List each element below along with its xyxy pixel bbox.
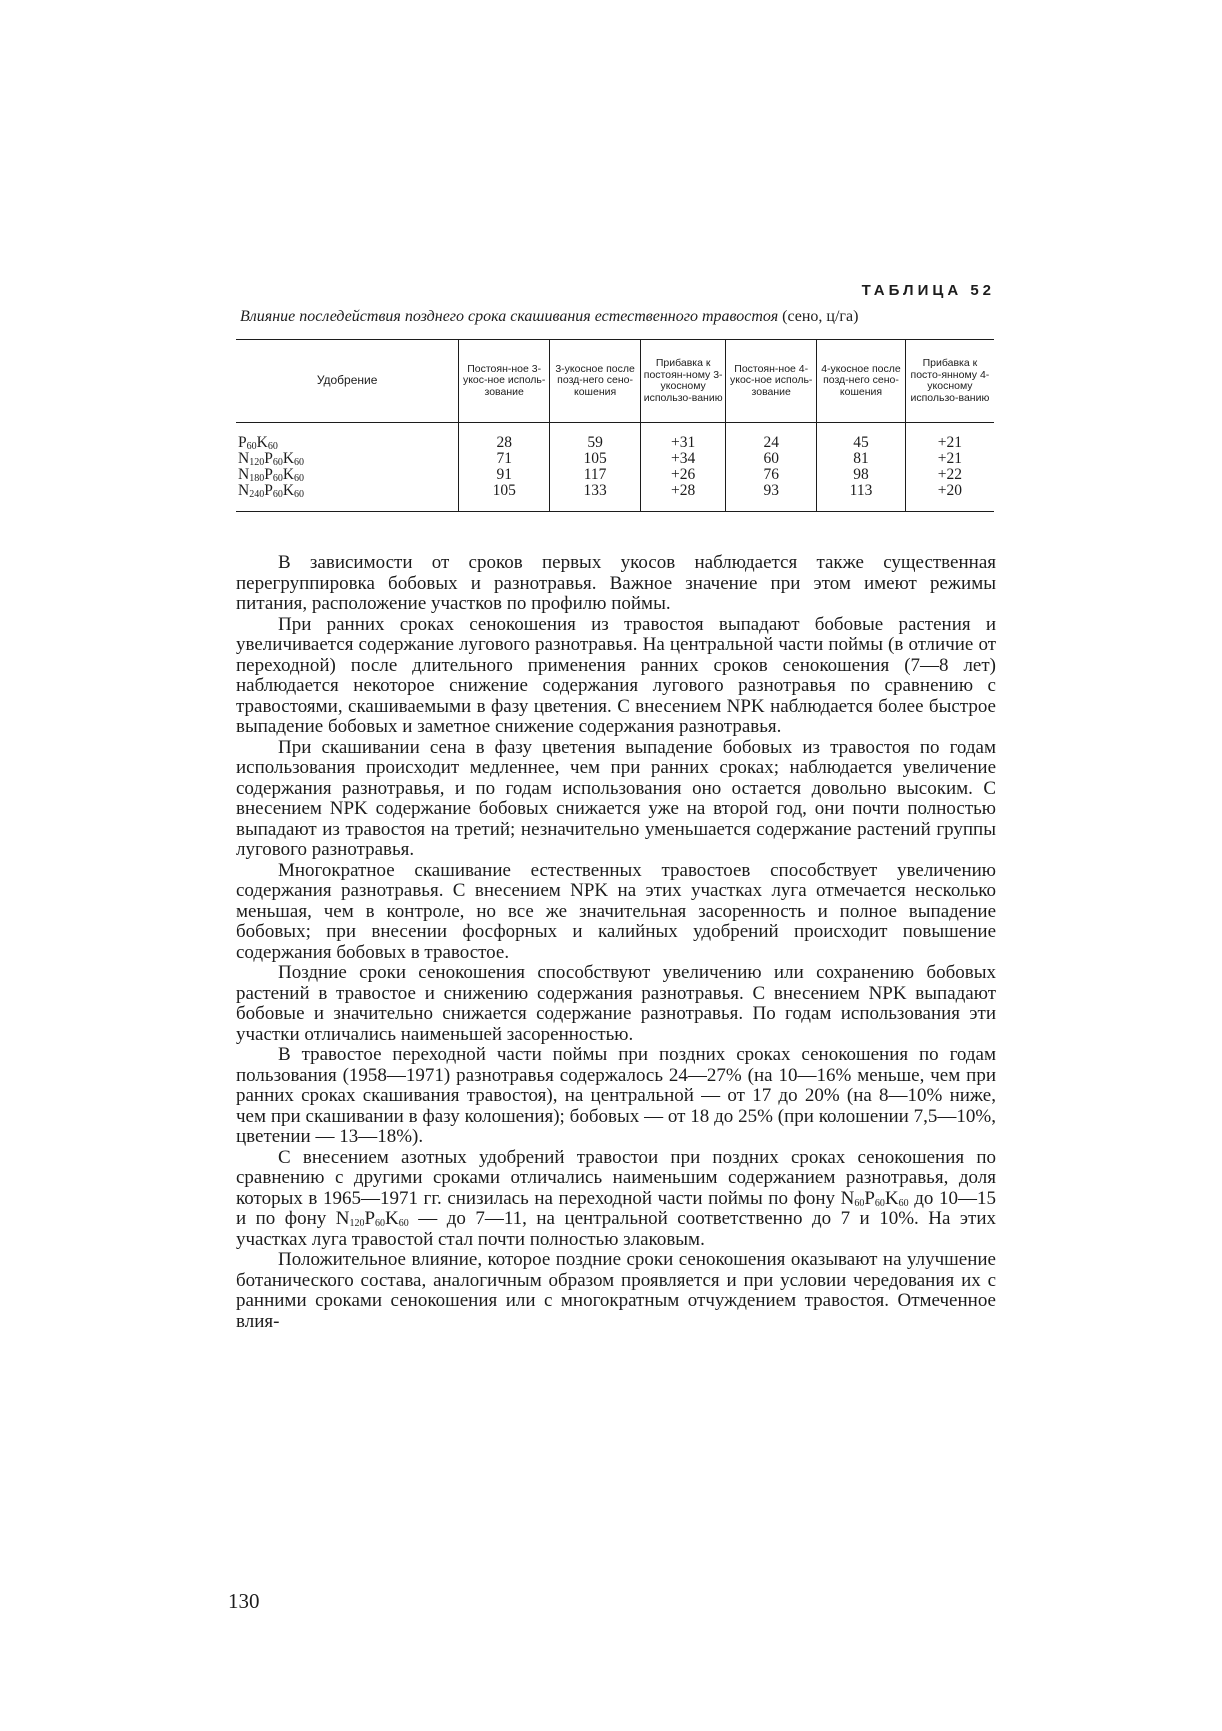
paragraph: С внесением азотных удобрений травостои при поздних сроках сенокошения по сравнению с другими сроками отличались наименьшим содержанием разнотравья, доля которых в 1965—1971 гг. снизилась на переходной части поймы по фону $N_{60}P_{60}K_{60}$ до 10—15 и по фону $N_{120}P_{60}K_{60}$ — до 7—11, на центральной соответственно до 7 и 10%. На этих участках луга травостой стал почти полностью злаковым. [236, 1146, 996, 1250]
column-header: Прибавка к постоян-ному 3-укосному использо-ванию [641, 340, 726, 423]
value-cell: 113 [817, 483, 906, 512]
fertilizer-cell: $N_{240}P_{60}K_{60}$ [238, 482, 305, 500]
column-header: Постоян-ное 4-укос-ное исполь-зование [726, 340, 817, 423]
body-text [236, 553, 996, 1332]
table-caption-title: Влияние последействия позднего срока скашивания естественного травостоя [240, 308, 779, 325]
paragraph: Поздние сроки сенокошения способствуют увеличению или сохранению бобовых растений в травостое и снижению содержания разнотравья. С внесением NPK выпадают бобовые и значительно снижается содержание разнотравья. По годам использования эти участки отличались наименьшей засоренностью. [236, 962, 996, 1045]
column-header: 4-укосное после позд-него сено-кошения [817, 340, 906, 423]
value-cell: +31 [641, 423, 726, 452]
value-cell: +26 [641, 467, 726, 483]
paragraph: Многократное скашивание естественных травостоев способствует увеличению содержания разнотравья. С внесением NPK на этих участках луга отмечается несколько меньшая, чем в контроле, но все же значительная засоренность и полное выпадение бобовых; при внесении фосфорных и калийных удобрений происходит повышение содержания бобовых в травостое. [236, 859, 996, 963]
value-cell: +28 [641, 483, 726, 512]
value-cell: 133 [550, 483, 641, 512]
value-cell: 45 [817, 423, 906, 452]
column-header: Постоян-ное 3-укос-ное исполь-зование [459, 340, 550, 423]
column-header: Удобрение [236, 340, 459, 423]
value-cell: 60 [726, 451, 817, 467]
fertilizer-table-wrapper [236, 339, 994, 512]
fertilizer-aftereffect-table [236, 339, 994, 512]
value-cell: 76 [726, 467, 817, 483]
value-cell: 117 [550, 467, 641, 483]
value-cell: 98 [817, 467, 906, 483]
value-cell: +34 [641, 451, 726, 467]
table-caption [240, 308, 996, 326]
table-row [236, 467, 994, 483]
value-cell: 105 [459, 483, 550, 512]
table-row [236, 483, 994, 512]
fertilizer-cell: $P_{60}K_{60}$ [238, 434, 278, 452]
value-cell: 59 [550, 423, 641, 452]
value-cell: +22 [905, 467, 994, 483]
value-cell: 24 [726, 423, 817, 452]
value-cell: 93 [726, 483, 817, 512]
table-header-row [236, 340, 994, 423]
column-header: 3-укосное после позд-него сено-кошения [550, 340, 641, 423]
table-caption-units: (сено, ц/га) [782, 308, 859, 325]
paragraph: При ранних сроках сенокошения из травостоя выпадают бобовые растения и увеличивается содержание лугового разнотравья. На центральной части поймы (в отличие от переходной) после длительного применения ранних сроков сенокошения (7—8 лет) наблюдается некоторое снижение содержания лугового разнотравья по сравнению с травостоями, скашиваемыми в фазу цветения. С внесением NPK наблюдается более быстрое выпадение бобовых и заметное снижение содержания разнотравья. [236, 613, 996, 737]
table-number-label: ТАБЛИЦА 52 [861, 282, 995, 299]
fertilizer-cell: $N_{120}P_{60}K_{60}$ [238, 450, 305, 468]
paragraph: Положительное влияние, которое поздние сроки сенокошения оказывают на улучшение ботанического состава, аналогичным образом проявляется и при условии чередования их с ранними сроками сенокошения или с многократным отчуждением травостоя. Отмеченное влия- [236, 1249, 996, 1332]
value-cell: 105 [550, 451, 641, 467]
value-cell: 81 [817, 451, 906, 467]
value-cell: 71 [459, 451, 550, 467]
column-header: Прибавка к посто-янному 4-укосному использо-ванию [905, 340, 994, 423]
paragraph: В травостое переходной части поймы при поздних сроках сенокошения по годам пользования (1958—1971) разнотравья содержалось 24—27% (на 10—16% меньше, чем при ранних сроках скашивания травостоя), на центральной — от 17 до 20% (на 8—10% ниже, чем при скашивании в фазу колошения); бобовых — от 18 до 25% (при колошении 7,5—10%, цветении — 13—18%). [236, 1044, 996, 1147]
value-cell: +20 [905, 483, 994, 512]
paragraph: При скашивании сена в фазу цветения выпадение бобовых из травостоя по годам использования происходит медленнее, чем при ранних сроках; наблюдается увеличение содержания разнотравья, и по годам использования оно остается довольно высоким. С внесением NPK содержание бобовых снижается уже на второй год, они почти полностью выпадают из травостоя на третий; незначительно уменьшается содержание растений группы лугового разнотравья. [236, 736, 996, 860]
table-row [236, 423, 994, 452]
fertilizer-cell: $N_{180}P_{60}K_{60}$ [238, 466, 305, 484]
table-row [236, 451, 994, 467]
paragraph: В зависимости от сроков первых укосов наблюдается также существенная перегруппировка бобовых и разнотравья. Важное значение при этом имеют режимы питания, расположение участков по профилю поймы. [236, 552, 996, 614]
value-cell: +21 [905, 451, 994, 467]
value-cell: 28 [459, 423, 550, 452]
page-number: 130 [228, 1589, 260, 1613]
value-cell: +21 [905, 423, 994, 452]
value-cell: 91 [459, 467, 550, 483]
